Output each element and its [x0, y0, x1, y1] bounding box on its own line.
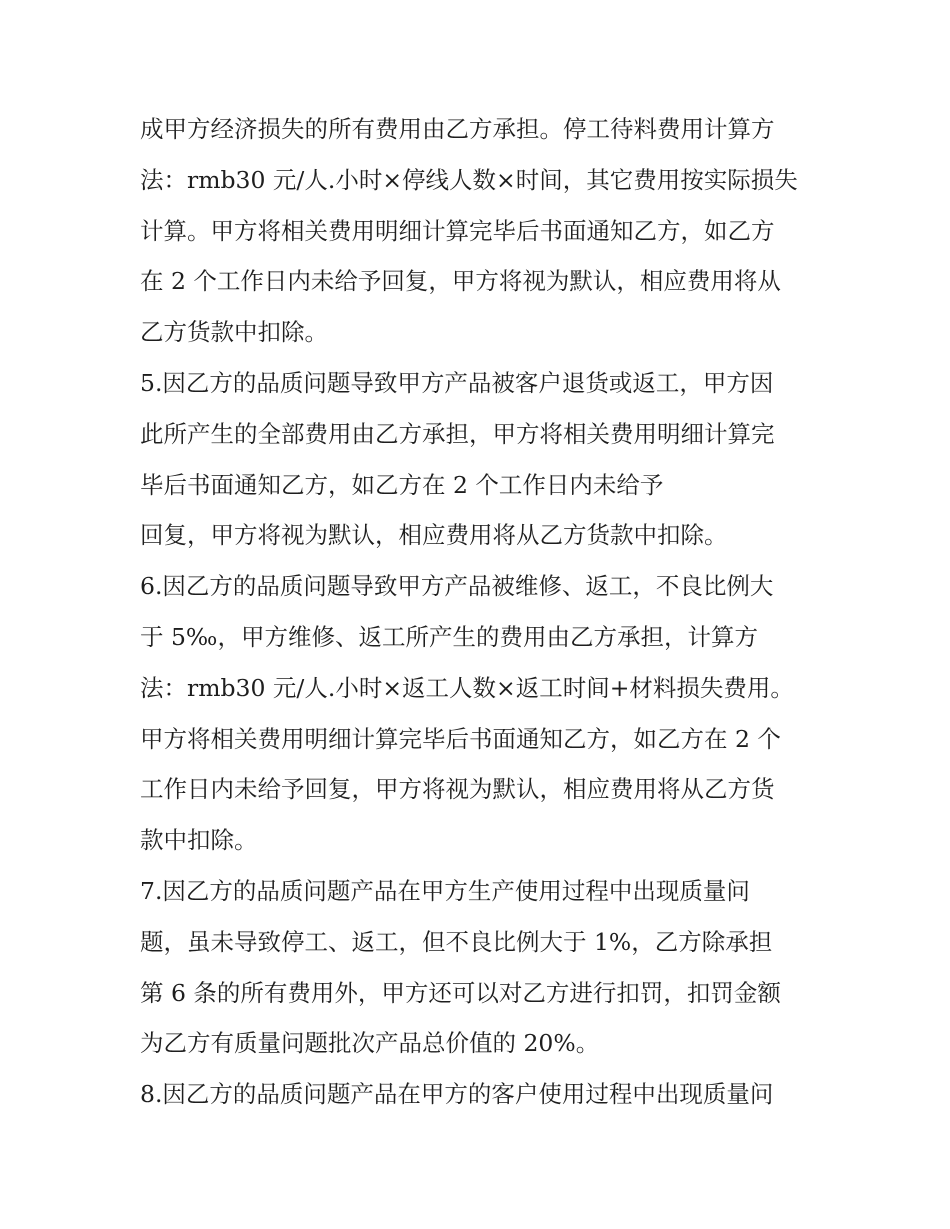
text-line: 甲方将相关费用明细计算完毕后书面通知乙方，如乙方在 2 个	[140, 724, 781, 753]
text-line: 在 2 个工作日内未给予回复，甲方将视为默认，相应费用将从	[140, 267, 781, 296]
clause-6-line: 6.因乙方的品质问题导致甲方产品被维修、返工，不良比例大	[140, 572, 774, 601]
body-text	[140, 104, 830, 1120]
text-line: 于 5‰，甲方维修、返工所产生的费用由乙方承担，计算方	[140, 622, 758, 651]
text-line: 工作日内未给予回复，甲方将视为默认，相应费用将从乙方货	[140, 775, 775, 804]
text-line: 为乙方有质量问题批次产品总价值的 20%。	[140, 1029, 600, 1058]
text-line: 毕后书面通知乙方，如乙方在 2 个工作日内未给予	[140, 470, 664, 499]
clause-7-line: 7.因乙方的品质问题产品在甲方生产使用过程中出现质量问	[140, 876, 750, 905]
clause-8-line: 8.因乙方的品质问题产品在甲方的客户使用过程中出现质量问	[140, 1080, 774, 1109]
text-line: 第 6 条的所有费用外，甲方还可以对乙方进行扣罚，扣罚金额	[140, 978, 781, 1007]
text-line: 计算。甲方将相关费用明细计算完毕后书面通知乙方，如乙方	[140, 216, 775, 245]
text-line: 此所产生的全部费用由乙方承担，甲方将相关费用明细计算完	[140, 419, 775, 448]
text-line: 成甲方经济损失的所有费用由乙方承担。停工待料费用计算方	[140, 115, 775, 143]
clause-5-line: 5.因乙方的品质问题导致甲方产品被客户退货或返工，甲方因	[140, 368, 774, 397]
text-line: 款中扣除。	[140, 826, 258, 855]
text-line: 题，虽未导致停工、返工，但不良比例大于 1%，乙方除承担	[140, 927, 773, 956]
text-line: 回复，甲方将视为默认，相应费用将从乙方货款中扣除。	[140, 521, 728, 550]
text-line: 法：rmb30 元/人.小时×返工人数×返工时间+材料损失费用。	[140, 673, 794, 702]
text-line: 法：rmb30 元/人.小时×停线人数×时间，其它费用按实际损失	[140, 165, 798, 194]
text-line: 乙方货款中扣除。	[140, 318, 328, 347]
